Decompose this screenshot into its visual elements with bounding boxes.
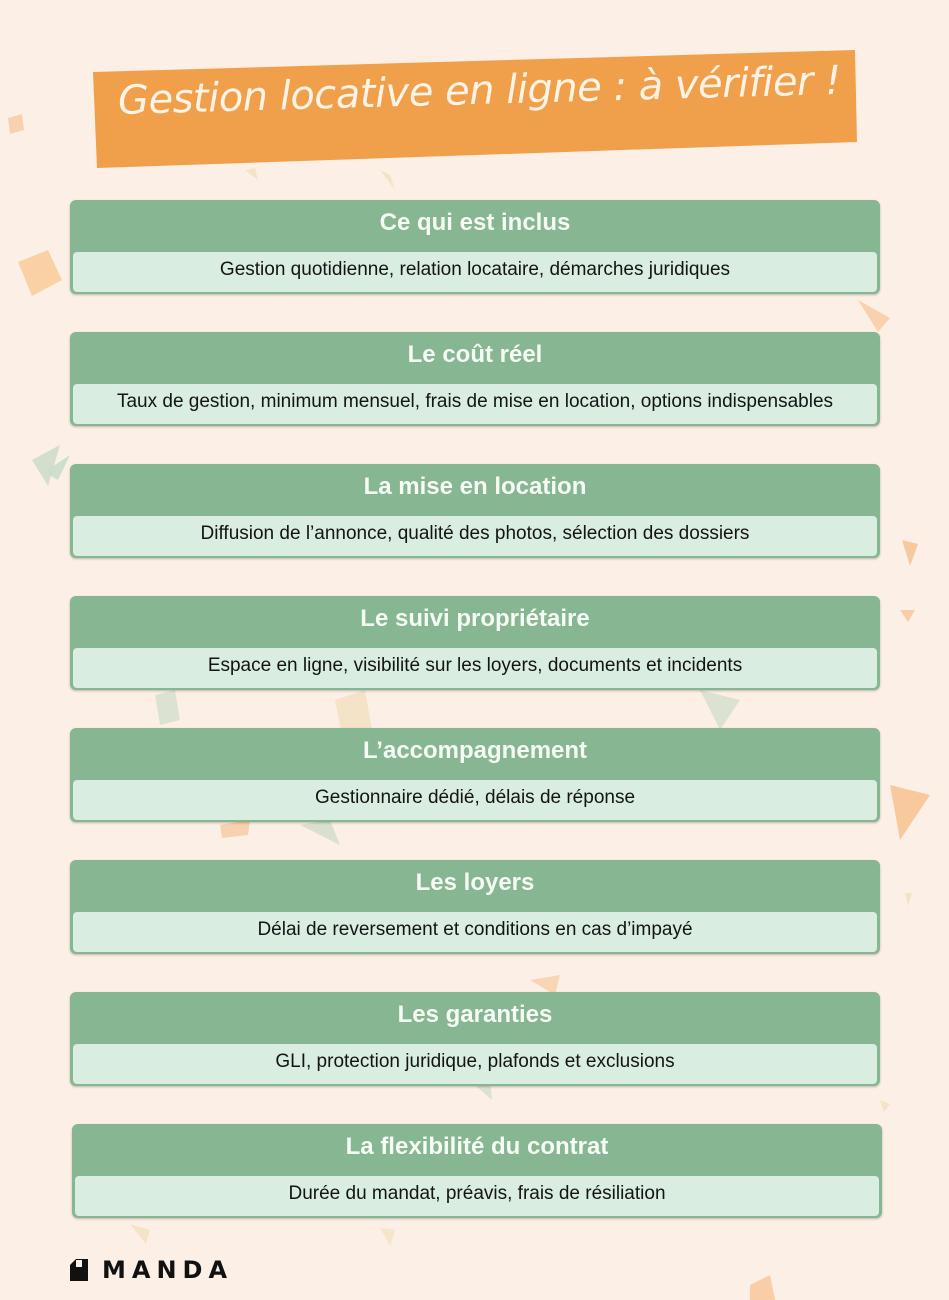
card-title: Les loyers [415,869,535,896]
checklist-card-support [70,728,880,822]
card-body: Diffusion de l’annonce, qualité des photos, sélection des dossiers [73,516,877,556]
checklist-card-guarantees [70,992,880,1086]
card-title: L’accompagnement [362,737,588,764]
brand-logo [70,1258,233,1282]
card-title: Le suivi propriétaire [360,605,590,632]
checklist-card-owner-follow-up [70,596,880,690]
checklist-card-rents [70,860,880,954]
checklist-card-contract-flexibility [72,1124,882,1218]
card-body: Gestionnaire dédié, délais de réponse [73,780,877,820]
card-title: Les garanties [397,1001,553,1028]
card-title: Le coût réel [407,341,543,368]
card-title: La mise en location [363,473,587,500]
card-body: Délai de reversement et conditions en cas d’impayé [73,912,877,952]
checklist-card-listing [70,464,880,558]
card-body: Durée du mandat, préavis, frais de résiliation [75,1176,879,1216]
card-title: La flexibilité du contrat [345,1133,609,1160]
card-title: Ce qui est inclus [379,209,571,236]
checklist-card-cost [70,332,880,426]
card-body: Taux de gestion, minimum mensuel, frais de mise en location, options indispensables [73,384,877,424]
manda-logo-icon [70,1259,88,1281]
card-body: Gestion quotidienne, relation locataire, démarches juridiques [73,252,877,292]
checklist-card-included [70,200,880,294]
card-body: Espace en ligne, visibilité sur les loyers, documents et incidents [73,648,877,688]
page-title: Gestion locative en ligne : à vérifier ! [117,57,842,124]
brand-name: MANDA [102,1256,234,1284]
card-body: GLI, protection juridique, plafonds et exclusions [73,1044,877,1084]
